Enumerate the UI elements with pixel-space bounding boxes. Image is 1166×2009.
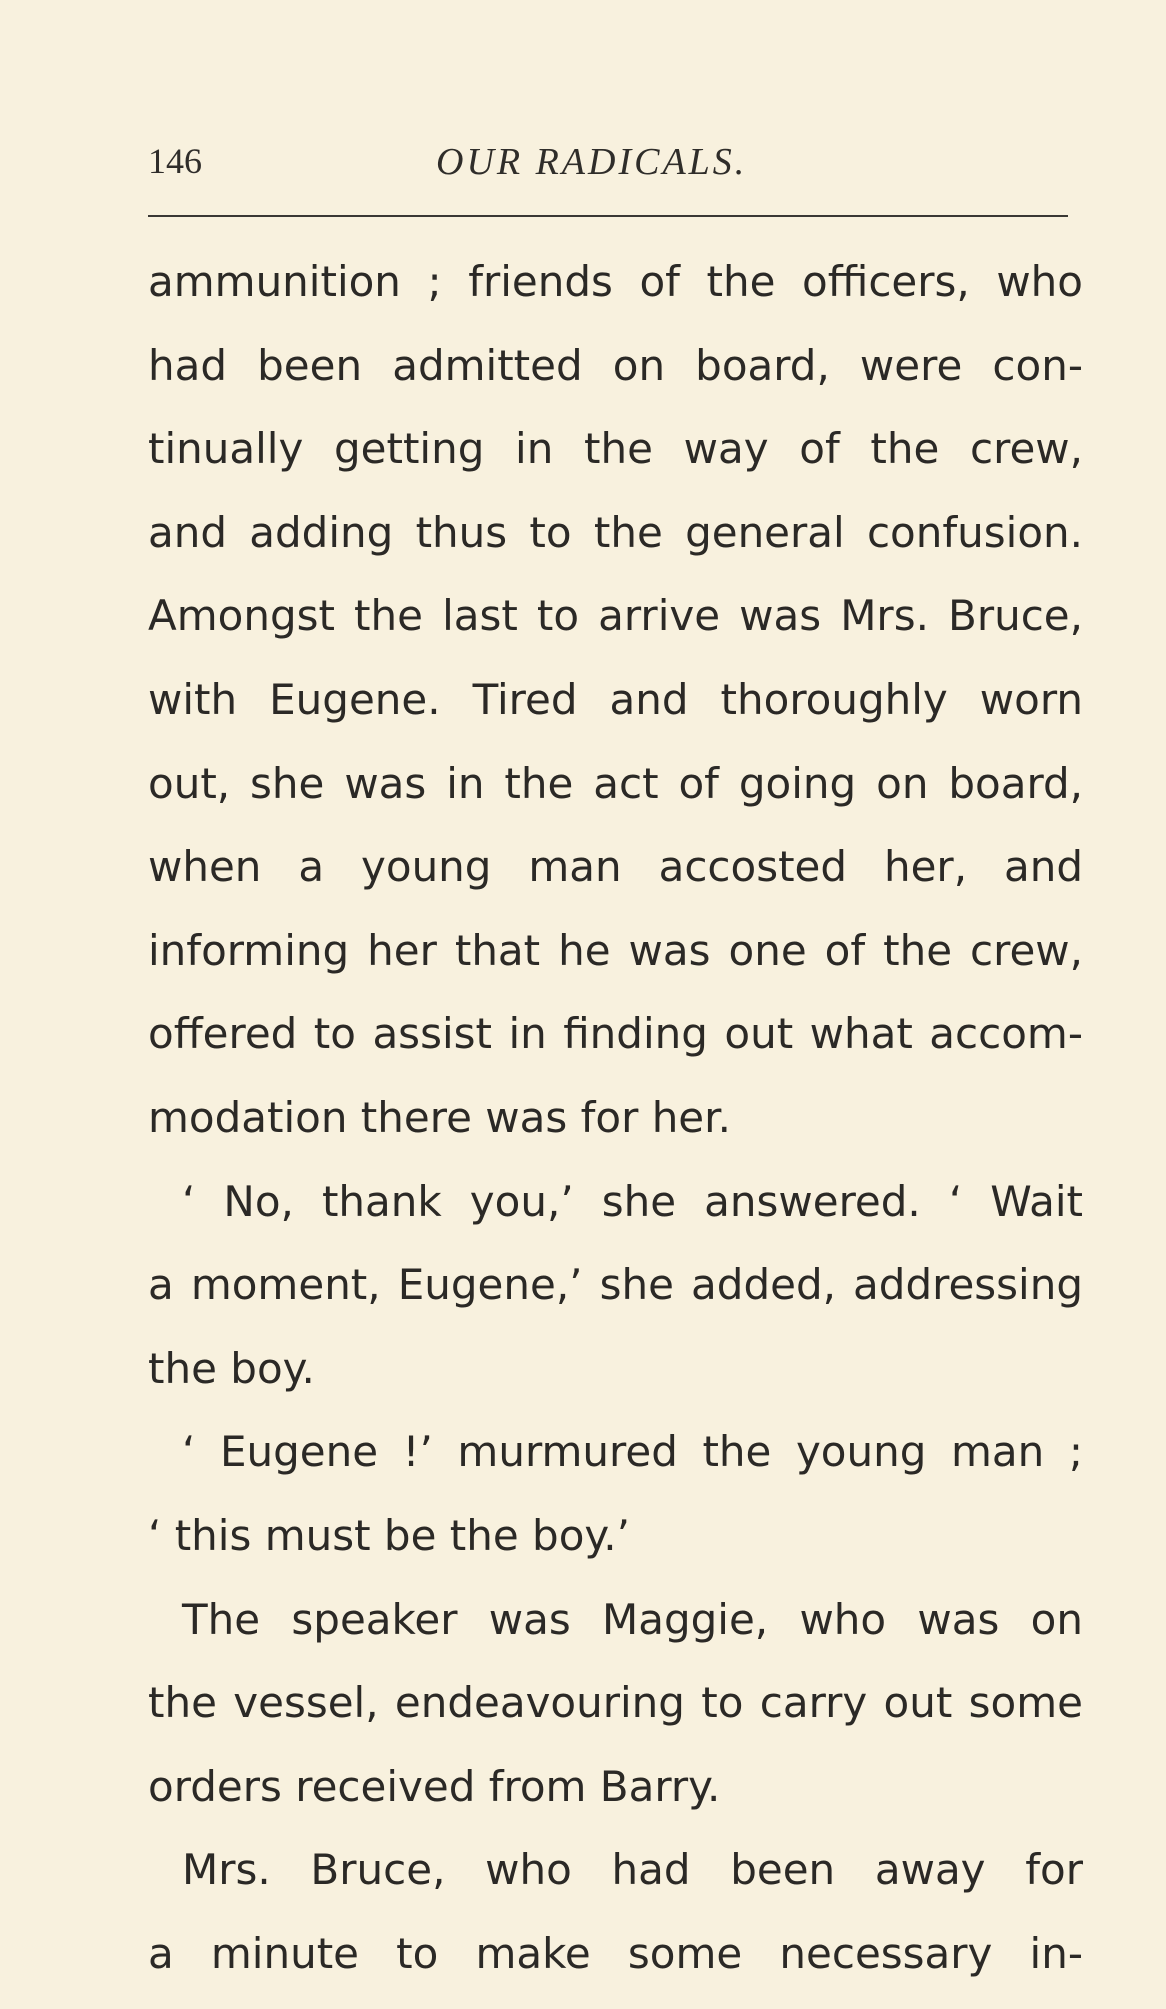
text-line: a minute to make some necessary in-: [148, 1928, 1083, 1978]
header-rule: [148, 215, 1068, 217]
text-line: offered to assist in finding out what accom-: [148, 1009, 1083, 1059]
text-line: informing her that he was one of the crew,: [148, 925, 1083, 975]
text-line: out, she was in the act of going on board,: [148, 758, 1083, 808]
text-line: ammunition ; friends of the officers, who: [148, 257, 1083, 306]
running-title: OUR RADICALS.: [436, 141, 748, 183]
page-header: [148, 140, 1068, 200]
text-line: Mrs. Bruce, who had been away for: [182, 1845, 1083, 1895]
text-line: The speaker was Maggie, who was on: [182, 1594, 1083, 1644]
text-line: ‘ Eugene !’ murmured the young man ;: [182, 1427, 1083, 1477]
text-line: and adding thus to the general confusion.: [148, 507, 1083, 557]
text-line: with Eugene. Tired and thoroughly worn: [148, 674, 1083, 724]
text-line: a moment, Eugene,’ she added, addressing: [148, 1260, 1083, 1310]
text-line: orders received from Barry.: [148, 1761, 721, 1811]
text-line: ‘ this must be the boy.’: [148, 1510, 630, 1560]
text-line: the boy.: [148, 1343, 315, 1393]
text-line: modation there was for her.: [148, 1092, 731, 1142]
text-line: had been admitted on board, were con-: [148, 340, 1083, 390]
page-number: 146: [148, 141, 202, 181]
body-text: [148, 240, 1083, 1995]
text-line: when a young man accosted her, and: [148, 842, 1083, 892]
text-line: tinually getting in the way of the crew,: [148, 424, 1083, 474]
text-line: the vessel, endeavouring to carry out some: [148, 1678, 1083, 1728]
text-line: ‘ No, thank you,’ she answered. ‘ Wait: [182, 1176, 1083, 1226]
text-line: Amongst the last to arrive was Mrs. Bruce,: [148, 591, 1083, 641]
